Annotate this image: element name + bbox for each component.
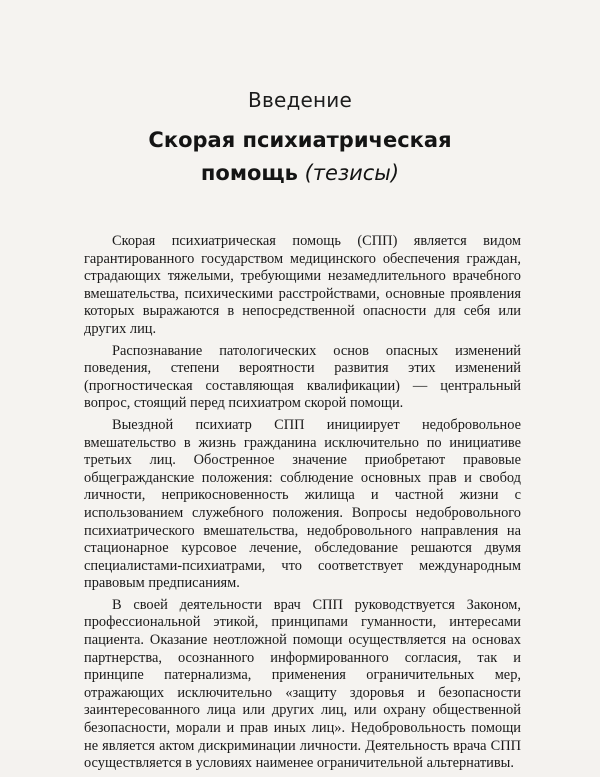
chapter-title-paren-close: ) [390,161,400,185]
chapter-title [0,124,600,190]
paragraph-1: Скорая психиатрическая помощь (СПП) является видом гарантированного государством медицинского обеспечения граждан, страдающих тяжелыми, требующими незамедлительного врачебного вмешательства, психическими расстройствами, основные проявления которых выражаются в непосредственной опасности для себя или других лиц. [84,233,521,337]
paragraph-2: Распознавание патологических основ опасных изменений поведения, степени вероятности развития этих изменений (прогностическая составляющая квалификации) — центральный вопрос, стоящий перед психиатром скорой помощи. [84,342,521,412]
paragraph-4: В своей деятельности врач СПП руководствуется Законом, профессиональной этикой, принципами гуманности, интересами пациента. Оказание неотложной помощи осуществляется на основах партнерства, осознанного информированного согласия, так и принципе патернализма, применения ограничительных мер, отражающих исключительно «защиту здоровья и безопасности заинтересованного лица или других лиц, или охрану общественной безопасности, морали и прав иных лиц». Недобровольность помощи не является актом дискриминации личности. Деятельность врача СПП осуществляется в условиях наименее ограничительной альтернативы. [84,596,521,772]
section-title: Введение [248,88,352,112]
chapter-title-paren-open: ( [297,161,313,185]
chapter-title-line2: помощь [200,161,298,185]
body-text [84,233,521,777]
chapter-title-subtitle: тезисы [312,161,391,185]
paragraph-3: Выездной психиатр СПП инициирует недобровольное вмешательство в жизнь гражданина исключительно по инициативе третьих лиц. Обостренное значение приобретают правовые общегражданские положения: соблюдение основных прав и свобод личности, неприкосновенность жилища и частной жизни с использованием служебного положения. Вопросы недобровольного психиатрического вмешательства, недобровольного направления на стационарное курсовое лечение, обследование решаются двумя специалистами-психиатрами, что соответствует международным правовым предписаниям. [84,416,521,592]
chapter-title-line1: Скорая психиатрическая [148,128,452,152]
